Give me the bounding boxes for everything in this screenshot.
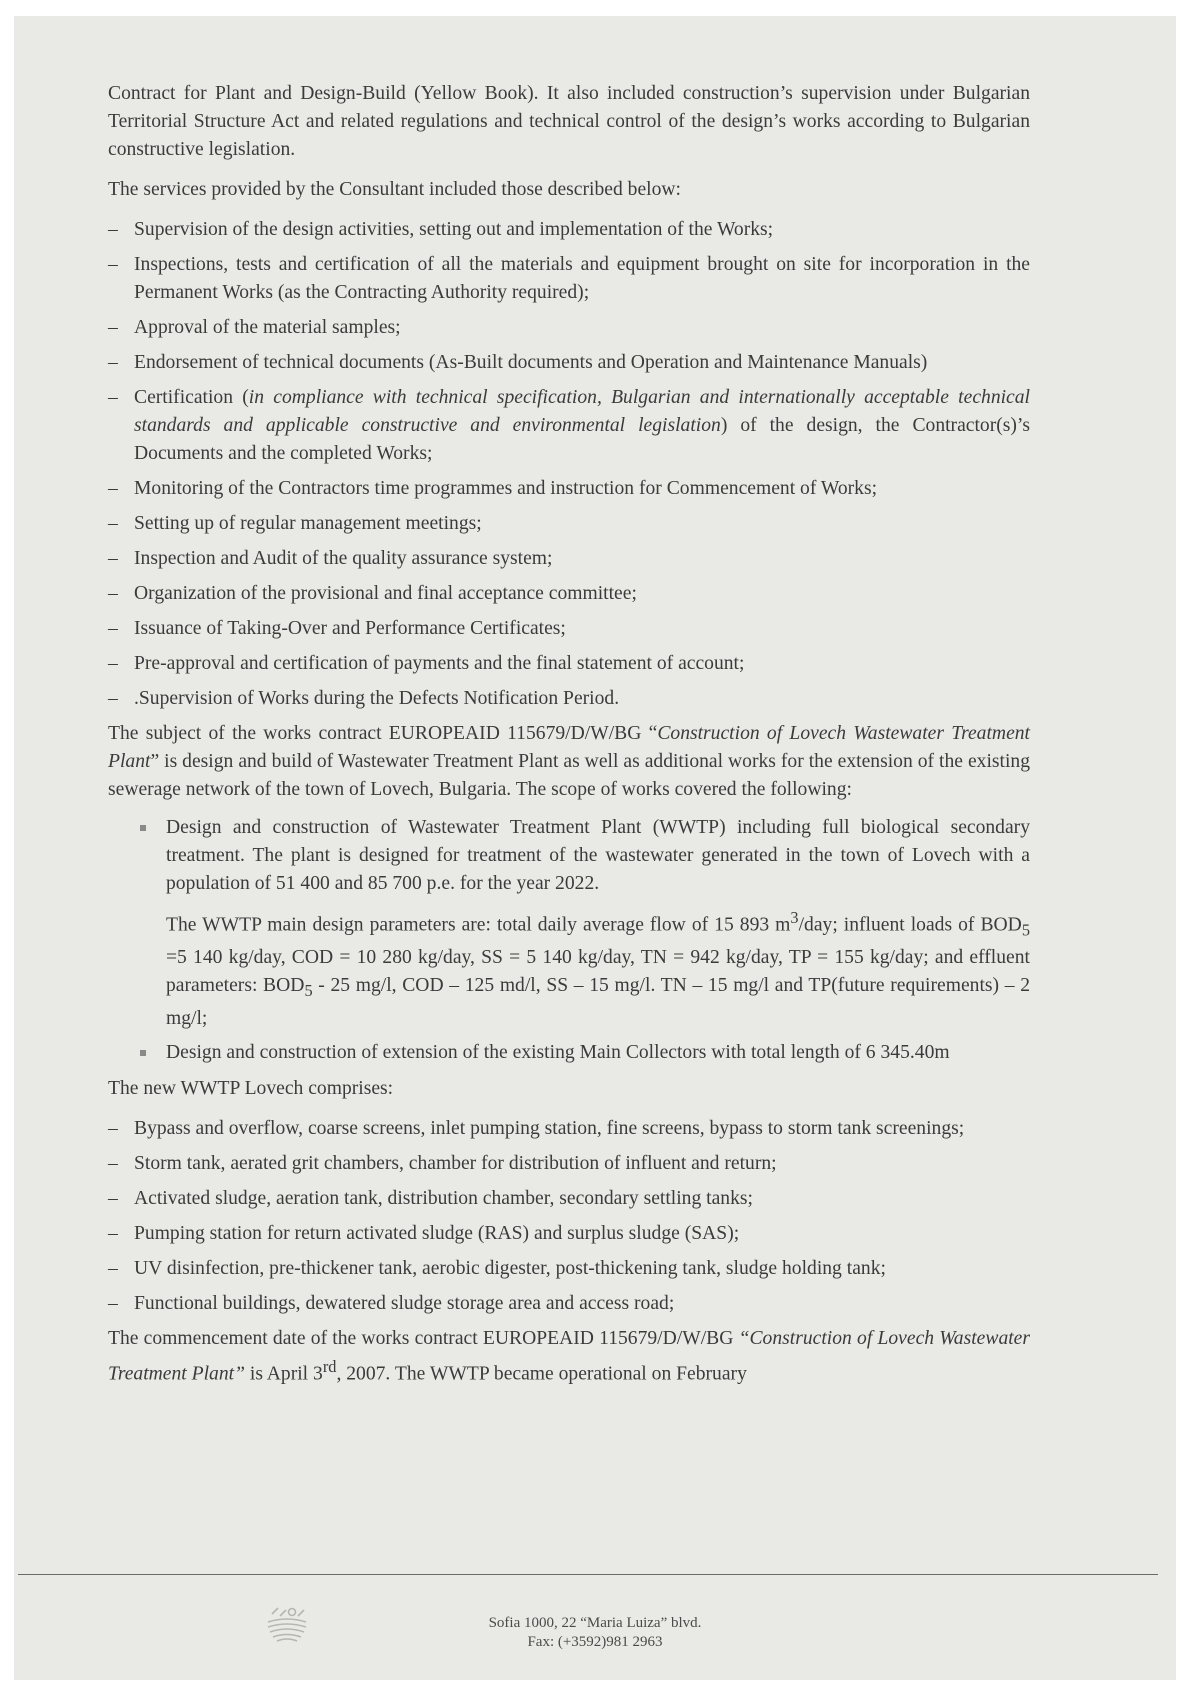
final-text-3: , 2007. The WWTP became operational on February	[336, 1363, 747, 1385]
footer-divider	[18, 1574, 1158, 1575]
list-item: – Pre-approval and certification of payments and the final statement of account;	[108, 650, 1030, 678]
list-item: – Approval of the material samples;	[108, 314, 1030, 342]
list-item: – Storm tank, aerated grit chambers, chamber for distribution of influent and return;	[108, 1150, 1030, 1178]
page-footer	[0, 1614, 1190, 1652]
final-text-1: The commencement date of the works contract EUROPEAID 115679/D/W/BG	[108, 1328, 739, 1350]
list-item: – .Supervision of Works during the Defects Notification Period.	[108, 685, 1030, 713]
certification-lead: Certification (	[134, 387, 249, 408]
works-contract-paragraph	[108, 720, 1030, 804]
design-parameters	[166, 904, 1030, 1033]
scope-item-text: Design and construction of extension of the existing Main Collectors with total length of 6 345.40m	[166, 1042, 950, 1064]
scope-list	[108, 814, 1030, 1067]
scope-item-collectors	[108, 1039, 1030, 1067]
final-sup: rd	[322, 1357, 337, 1377]
list-item: – Pumping station for return activated sludge (RAS) and surplus sludge (SAS);	[108, 1220, 1030, 1248]
final-text-2: is April 3	[244, 1363, 323, 1385]
list-item: – Organization of the provisional and final acceptance committee;	[108, 580, 1030, 608]
list-item: – Inspection and Audit of the quality assurance system;	[108, 545, 1030, 573]
list-item: – Setting up of regular management meetings;	[108, 510, 1030, 538]
list-item: – Monitoring of the Contractors time programmes and instruction for Commencement of Works;	[108, 475, 1030, 503]
certification-tail: ) of the design, the Contractor(s)’s Documents and the completed Works;	[134, 415, 1030, 464]
list-item: – UV disinfection, pre-thickener tank, aerobic digester, post-thickening tank, sludge holding tank;	[108, 1255, 1030, 1283]
scope-item-text: Design and construction of Wastewater Treatment Plant (WWTP) including full biological secondary treatment. The plant is designed for treatment of the wastewater generated in the town of Lovech with a population of 51 400 and 85 700 p.e. for the year 2022.	[166, 817, 1030, 894]
params-sub-1: 5	[1021, 920, 1030, 940]
works-title-italic: Construction of Lovech Wastewater Treatment Plant	[108, 723, 1031, 772]
works-text-2: ” is design and build of Wastewater Treatment Plant as well as additional works for the extension of the existing sewerage network of the town of Lovech, Bulgaria. The scope of works covered the following:	[108, 751, 1030, 800]
list-item-certification	[108, 384, 1030, 468]
works-text-1: The subject of the works contract EUROPEAID 115679/D/W/BG “	[108, 723, 658, 744]
params-text-1: The WWTP main design parameters are: total daily average flow of 15 893 m	[166, 914, 791, 936]
list-item: – Activated sludge, aeration tank, distribution chamber, secondary settling tanks;	[108, 1185, 1030, 1213]
comprises-list	[108, 1115, 1030, 1318]
footer-address: Sofia 1000, 22 “Maria Luiza” blvd.	[488, 1615, 702, 1631]
params-sup: 3	[790, 908, 799, 927]
certification-italic: in compliance with technical specification, Bulgarian and internationally acceptable technical standards and applicable constructive and environmental legislation	[134, 387, 1030, 436]
comprises-intro: The new WWTP Lovech comprises:	[108, 1078, 394, 1100]
params-sub-2: 5	[304, 981, 313, 1001]
services-intro: The services provided by the Consultant included those described below:	[108, 179, 681, 200]
list-item: – Endorsement of technical documents (As-Built documents and Operation and Maintenance Manuals)	[108, 349, 1030, 377]
final-title-italic: “Construction of Lovech Wastewater Treatment Plant”	[108, 1328, 1031, 1385]
list-item: – Inspections, tests and certification of all the materials and equipment brought on site for incorporation in the Permanent Works (as the Contracting Authority required);	[108, 251, 1030, 307]
list-item: – Issuance of Taking-Over and Performance Certificates;	[108, 615, 1030, 643]
list-item: – Supervision of the design activities, setting out and implementation of the Works;	[108, 216, 1030, 244]
list-item: – Bypass and overflow, coarse screens, inlet pumping station, fine screens, bypass to storm tank screenings;	[108, 1115, 1030, 1143]
services-list	[108, 216, 1030, 713]
commencement-paragraph	[108, 1325, 1030, 1389]
params-text-2: /day; influent loads of BOD	[798, 914, 1022, 936]
scope-item-wwtp	[108, 814, 1030, 1033]
params-text-3: =5 140 kg/day, COD = 10 280 kg/day, SS = 5 140 kg/day, TN = 942 kg/day, TP = 155 kg/day; and effluent parameters: BOD	[166, 947, 1030, 997]
params-text-4: - 25 mg/l, COD – 125 md/l, SS – 15 mg/l. TN – 15 mg/l and TP(future requirements) – 2 mg/l;	[166, 975, 1030, 1030]
document-body	[108, 80, 1030, 1397]
square-bullet-icon	[140, 1050, 146, 1056]
intro-paragraph: Contract for Plant and Design-Build (Yellow Book). It also included construction’s supervision under Bulgarian Territorial Structure Act and related regulations and technical control of the design’s works according to Bulgarian constructive legislation.	[108, 83, 1030, 160]
square-bullet-icon	[140, 825, 146, 831]
list-item: – Functional buildings, dewatered sludge storage area and access road;	[108, 1290, 1030, 1318]
footer-fax: Fax: (+3592)981 2963	[527, 1634, 663, 1650]
